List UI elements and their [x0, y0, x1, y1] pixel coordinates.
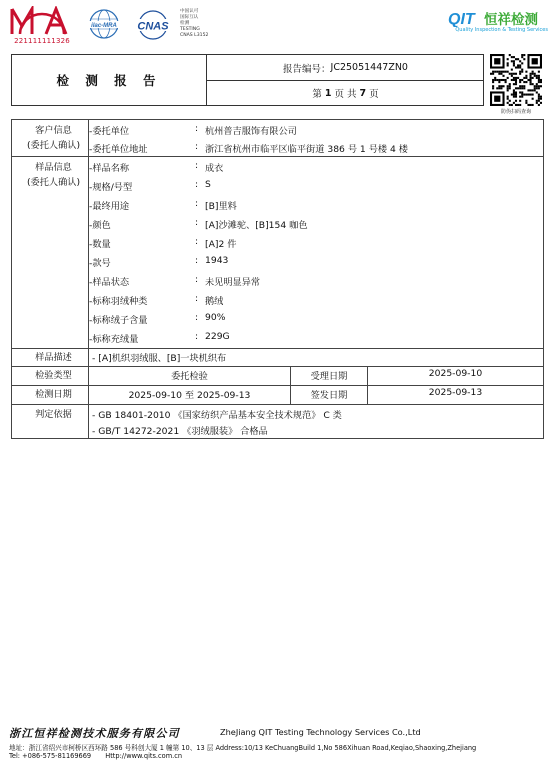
qr-module [498, 73, 500, 75]
qr-module [513, 64, 515, 66]
qr-module [538, 87, 540, 89]
qr-module [515, 87, 517, 89]
qr-module [511, 104, 513, 106]
qr-module [527, 89, 529, 91]
qr-module [536, 91, 538, 93]
qr-module [500, 87, 502, 89]
report-header-box [11, 54, 484, 106]
qr-module [515, 83, 517, 85]
qr-module [532, 94, 534, 96]
qr-module [513, 91, 515, 93]
qr-module [502, 71, 504, 73]
qr-module [530, 104, 532, 106]
issue-date-value: 2025-09-13 [428, 387, 483, 398]
qr-module [509, 87, 511, 89]
value-sample-name: 成衣 [205, 163, 224, 174]
page-total: 7 [359, 87, 367, 99]
qr-module [519, 66, 521, 68]
qr-module [513, 60, 515, 62]
qr-module [523, 54, 525, 56]
qr-module [540, 79, 542, 81]
qr-module [509, 73, 511, 75]
qr-module [536, 102, 538, 104]
qr-module [507, 87, 509, 89]
qr-module [507, 64, 509, 66]
qr-module [509, 54, 511, 56]
qr-module [525, 77, 527, 79]
qr-module [523, 58, 525, 60]
accept-date-label: 受理日期 [310, 371, 348, 382]
qr-module [534, 89, 536, 91]
qr-module [496, 71, 498, 73]
qr-module [515, 96, 517, 98]
qr-module [525, 102, 527, 104]
qr-module [527, 104, 529, 106]
svg-text:CNAS: CNAS [137, 20, 169, 33]
value-fill-weight: 229G [205, 331, 230, 342]
qr-module [538, 96, 540, 98]
qr-module [536, 77, 538, 79]
qr-module [521, 69, 523, 71]
label-size: -规格/号型 [89, 182, 133, 193]
qr-module [523, 81, 525, 83]
qr-module [521, 91, 523, 93]
qr-module [519, 96, 521, 98]
label-quantity: -数量 [89, 239, 111, 250]
description-label: 样品描述 [35, 352, 72, 363]
value-client-name: 杭州普吉服饰有限公司 [205, 126, 297, 137]
qr-module [505, 79, 507, 81]
qr-module [523, 87, 525, 89]
qr-module [521, 56, 523, 58]
qr-module [540, 85, 542, 87]
qr-module [513, 77, 515, 79]
qr-module [534, 85, 536, 87]
qr-module [513, 79, 515, 81]
footer-web-link[interactable]: Http://www.qits.com.cn [105, 752, 183, 760]
qr-module [513, 83, 515, 85]
qr-module [513, 94, 515, 96]
qr-module [525, 75, 527, 77]
value-end-use: [B]里料 [205, 201, 237, 212]
label-sample-name: -样品名称 [89, 163, 130, 174]
qr-module [513, 102, 515, 104]
qr-module [534, 73, 536, 75]
qr-module [530, 77, 532, 79]
qr-module [527, 79, 529, 81]
qr-module [492, 79, 494, 81]
report-title: 检 测 报 告 [56, 73, 162, 88]
basis-item: - GB 18401-2010 《国家纺织产品基本安全技术规范》 C 类 [92, 410, 342, 421]
qr-module [532, 77, 534, 79]
basis-label: 判定依据 [35, 409, 72, 420]
qr-module [519, 81, 521, 83]
footer-tel: Tel: +086-575-81169669 [9, 752, 92, 760]
qr-module [507, 58, 509, 60]
qr-module [509, 104, 511, 106]
qr-module [511, 60, 513, 62]
basis-item: - GB/T 14272-2021 《羽绒服装》 合格品 [92, 426, 268, 437]
qr-module [538, 98, 540, 100]
value-color: [A]沙滩驼、[B]154 咖色 [205, 220, 308, 231]
qr-module [538, 79, 540, 81]
test-date-label: 检测日期 [35, 389, 72, 400]
qr-module [511, 94, 513, 96]
qr-module [519, 73, 521, 75]
qr-module [532, 104, 534, 106]
qr-module [492, 71, 494, 73]
qr-module [540, 98, 542, 100]
inspection-type-value: 委托检验 [171, 371, 208, 382]
qr-module [505, 81, 507, 83]
qit-tagline: Quality Inspection & Testing Services [455, 27, 548, 33]
label-client-name: -委托单位 [89, 126, 130, 137]
qr-module [532, 83, 534, 85]
issue-date-label: 签发日期 [310, 390, 348, 401]
sample-section-label: 样品信息 (委托人确认) [26, 162, 81, 188]
qr-module [507, 77, 509, 79]
label-end-use: -最终用途 [89, 201, 130, 212]
report-number [207, 55, 484, 80]
test-date-value: 2025-09-10 至 2025-09-13 [128, 390, 251, 401]
qr-module [502, 79, 504, 81]
qit-logo-icon [448, 9, 548, 27]
value-down-content: 90% [205, 312, 226, 323]
report-info-table: 客户信息 (委托人确认) -委托单位 : 杭州普吉服饰有限公司 -委托单位地址 : 浙江省杭州市临平区临平街道 386 号 1 号楼 4 楼 样品信息 (委托人确认) -样品名称 : 成衣 -规格/号型 : S -最终用途 : [B]里料 -颜色 : [A]沙滩驼、[B]154 咖色 -数量 : [A]2 件 -款号 : 1943 -样品状态 : 未见明显异常 -标称羽绒种类 : 鹅绒 -标称绒子含量 : 90% -标称充绒量 : 229G 样品描述 - [A]机织羽绒服、[B]一块机织布 检验类型 委托检验 受理日期 2025-09-10 检测日期 2025-09-10 至 2025-09-13 签发日期 2025-09-13 判定依据 - GB 18401-2010 《国家纺织产品基本安全技术规范》 C 类 - GB/T 14272-2021 《羽绒服装》 合格品 [11, 119, 544, 439]
qr-module [492, 73, 494, 75]
qr-finder [494, 96, 500, 102]
report-number-label: 报告编号： [283, 63, 331, 75]
qr-module [513, 96, 515, 98]
qr-module [523, 94, 525, 96]
qr-module [515, 66, 517, 68]
qr-module [496, 79, 498, 81]
qr-module [509, 83, 511, 85]
svg-text:ilac-MRA: ilac-MRA [91, 23, 117, 29]
row-divider [12, 404, 543, 405]
qr-module [513, 56, 515, 58]
footer-company-cn: 浙江恒祥检测技术服务有限公司 [9, 727, 180, 740]
qr-module [530, 79, 532, 81]
qr-module [515, 91, 517, 93]
qr-module [515, 79, 517, 81]
qr-module [519, 79, 521, 81]
qr-module [507, 85, 509, 87]
inspection-type-label: 检验类型 [35, 370, 72, 381]
qr-module [515, 73, 517, 75]
footer-address: 地址：浙江省绍兴市柯桥区西环路 586 号科创大厦 1 幢第 10、13 层 Address:10/13 KeChuangBuild 1,No 586Xihuan Road,Keqiao,Shaoxing,Zhejiang [9, 744, 477, 752]
page-current: 1 [324, 87, 332, 99]
qr-module [527, 94, 529, 96]
qr-module [530, 89, 532, 91]
report-number-value: JC25051447ZN0 [330, 62, 408, 73]
qr-module [515, 100, 517, 102]
page-indicator: 第 1 页 共 7 页 [312, 87, 379, 100]
footer-contact [9, 752, 194, 760]
qr-module [536, 100, 538, 102]
qr-module [532, 98, 534, 100]
qr-module [538, 85, 540, 87]
qr-module [507, 102, 509, 104]
qr-module [530, 81, 532, 83]
value-down-type: 鹅绒 [205, 296, 224, 307]
qr-module [515, 104, 517, 106]
qr-module [519, 60, 521, 62]
qr-module [511, 73, 513, 75]
qr-module [532, 89, 534, 91]
qr-caption: 防伪扫码查询 [500, 109, 531, 115]
qr-finder [532, 58, 538, 64]
footer-company-en: ZheJiang QIT Testing Technology Services Co.,Ltd [220, 727, 421, 737]
cnas-accreditation-text: 中国认可 国际互认 检测 TESTING CNAS L3152 [180, 9, 209, 38]
qr-module [494, 79, 496, 81]
description-value: - [A]机织羽绒服、[B]一块机织布 [92, 353, 227, 364]
qr-module [515, 94, 517, 96]
qr-module [494, 77, 496, 79]
qr-module [521, 71, 523, 73]
qr-module [538, 81, 540, 83]
row-divider [12, 366, 543, 367]
qr-module [525, 71, 527, 73]
qr-module [530, 73, 532, 75]
label-down-content: -标称绒子含量 [89, 315, 148, 326]
qr-module [530, 75, 532, 77]
qit-brand-cn-text: 恒祥检测 [484, 12, 538, 27]
qr-module [502, 85, 504, 87]
cma-number: 221111111326 [14, 37, 70, 45]
qr-module [519, 100, 521, 102]
qr-module [517, 58, 519, 60]
qr-module [517, 87, 519, 89]
qr-module [509, 85, 511, 87]
qr-module [532, 71, 534, 73]
qr-module [519, 91, 521, 93]
qr-module [498, 87, 500, 89]
cnas-logo-icon [128, 10, 178, 40]
qr-module [509, 100, 511, 102]
label-color: -颜色 [89, 220, 111, 231]
client-section-label: 客户信息 (委托人确认) [26, 125, 81, 151]
qr-module [521, 96, 523, 98]
qit-brand-text: QIT [448, 11, 475, 27]
qr-module [507, 98, 509, 100]
qr-module [500, 85, 502, 87]
qr-module [515, 77, 517, 79]
qr-module [492, 87, 494, 89]
qr-module [500, 71, 502, 73]
qr-module [513, 73, 515, 75]
qr-module [513, 62, 515, 64]
qr-module [515, 58, 517, 60]
row-divider [12, 156, 543, 157]
qr-module [500, 79, 502, 81]
qr-module [525, 81, 527, 83]
qr-module [511, 69, 513, 71]
qr-finder [494, 58, 500, 64]
qr-module [492, 85, 494, 87]
qr-module [538, 71, 540, 73]
qr-module [523, 85, 525, 87]
qr-module [498, 79, 500, 81]
qr-module [538, 77, 540, 79]
qr-module [517, 77, 519, 79]
qr-module [521, 54, 523, 56]
qr-module [519, 104, 521, 106]
qr-module [521, 94, 523, 96]
qr-module [511, 56, 513, 58]
qr-module [530, 83, 532, 85]
qr-module [494, 71, 496, 73]
qr-module [498, 85, 500, 87]
qr-module [519, 87, 521, 89]
qr-module [534, 87, 536, 89]
qr-module [538, 104, 540, 106]
qr-module [521, 62, 523, 64]
label-style-no: -款号 [89, 258, 111, 269]
ilac-mra-logo-icon [84, 8, 124, 40]
qr-module [540, 102, 542, 104]
qr-module [498, 71, 500, 73]
qr-module [519, 85, 521, 87]
qr-module [538, 94, 540, 96]
label-sample-state: -样品状态 [89, 277, 130, 288]
label-down-type: -标称羽绒种类 [89, 296, 148, 307]
qr-module [519, 64, 521, 66]
qr-module [507, 96, 509, 98]
qr-module [523, 77, 525, 79]
value-size: S [205, 179, 211, 190]
value-quantity: [A]2 件 [205, 239, 237, 250]
qr-module [517, 66, 519, 68]
qr-module [540, 96, 542, 98]
qr-module [525, 94, 527, 96]
qr-module [532, 73, 534, 75]
qr-module [536, 75, 538, 77]
qr-module [513, 89, 515, 91]
qr-module [507, 71, 509, 73]
qr-module [511, 79, 513, 81]
value-sample-state: 未见明显异常 [205, 277, 261, 288]
qr-module [507, 62, 509, 64]
qr-module [540, 81, 542, 83]
label-fill-weight: -标称充绒量 [89, 334, 139, 345]
label-client-address: -委托单位地址 [89, 144, 148, 155]
qr-module [536, 83, 538, 85]
qr-module [534, 75, 536, 77]
qr-module [536, 85, 538, 87]
qr-module [519, 71, 521, 73]
qr-module [500, 73, 502, 75]
qr-module [517, 104, 519, 106]
anti-counterfeit-qr-code[interactable] [490, 54, 542, 106]
qr-module [530, 94, 532, 96]
value-client-address: 浙江省杭州市临平区临平街道 386 号 1 号楼 4 楼 [205, 144, 408, 155]
qr-module [502, 75, 504, 77]
row-divider [12, 348, 543, 349]
qr-module [538, 75, 540, 77]
qr-module [515, 81, 517, 83]
qr-module [507, 89, 509, 91]
qr-module [496, 87, 498, 89]
qr-module [521, 79, 523, 81]
accept-date-value: 2025-09-10 [428, 368, 483, 379]
qr-module [492, 81, 494, 83]
qr-module [490, 73, 492, 75]
qr-module [517, 64, 519, 66]
row-divider [12, 385, 543, 386]
qr-module [525, 100, 527, 102]
qr-module [505, 71, 507, 73]
qr-module [521, 87, 523, 89]
value-style-no: 1943 [205, 255, 229, 266]
qr-module [511, 75, 513, 77]
qr-module [538, 100, 540, 102]
qr-module [536, 87, 538, 89]
qr-module [521, 85, 523, 87]
qr-module [498, 81, 500, 83]
